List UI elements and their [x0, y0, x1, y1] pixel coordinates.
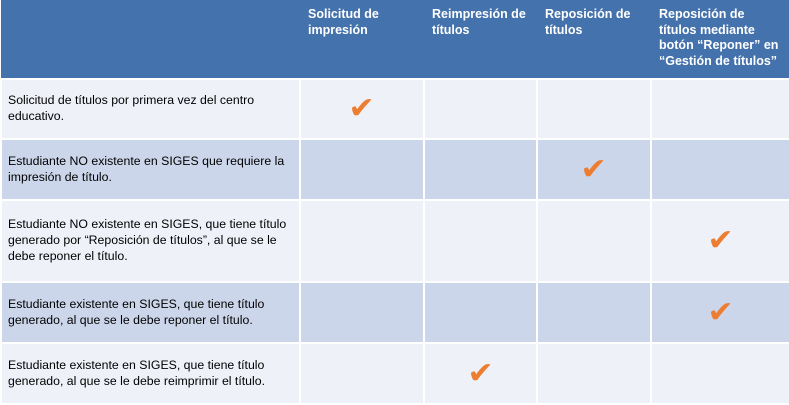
- cell-mark: [424, 200, 537, 282]
- check-icon: ✔: [348, 90, 376, 126]
- header-cell-corner: [1, 0, 300, 79]
- header-cell-solicitud-impresion: Solicitud de impresión: [300, 0, 424, 79]
- table-header: [1, 0, 789, 79]
- table-row: [1, 282, 789, 343]
- cell-mark: [537, 343, 651, 404]
- check-icon: ✔: [707, 294, 734, 330]
- table-body: [1, 79, 789, 405]
- cell-mark: [424, 79, 537, 140]
- row-label: Estudiante existente en SIGES, que tiene título generado, al que se le debe reimprimir el título.: [1, 343, 300, 404]
- header-row: [1, 0, 789, 79]
- header-cell-reposicion-boton-reponer: Reposición de títulos mediante botón “Reponer” en “Gestión de títulos”: [651, 0, 789, 79]
- cell-mark: [651, 343, 789, 404]
- header-cell-reimpresion-titulos: Reimpresión de títulos: [424, 0, 537, 79]
- check-icon: ✔: [580, 151, 608, 187]
- cell-mark: [300, 343, 424, 404]
- check-icon: ✔: [467, 355, 494, 391]
- table-row: [1, 139, 789, 200]
- row-label: Solicitud de títulos por primera vez del centro educativo.: [1, 79, 300, 140]
- check-icon: ✔: [707, 223, 734, 259]
- cell-mark: [424, 343, 537, 404]
- cell-mark: [651, 282, 789, 343]
- cell-mark: [300, 200, 424, 282]
- row-label: Estudiante existente en SIGES, que tiene título generado, al que se le debe reponer el título.: [1, 282, 300, 343]
- table-row: [1, 79, 789, 140]
- row-label: Estudiante NO existente en SIGES, que tiene título generado por “Reposición de títulos”, al que se le debe reponer el título.: [1, 200, 300, 282]
- cell-mark: [651, 79, 789, 140]
- cell-mark: [537, 282, 651, 343]
- cell-mark: [300, 282, 424, 343]
- row-label: Estudiante NO existente en SIGES que requiere la impresión de título.: [1, 139, 300, 200]
- cell-mark: [424, 139, 537, 200]
- cell-mark: [537, 200, 651, 282]
- header-cell-reposicion-titulos: Reposición de títulos: [537, 0, 651, 79]
- table-row: [1, 343, 789, 404]
- table-row: [1, 200, 789, 282]
- cell-mark: [537, 79, 651, 140]
- cell-mark: [651, 139, 789, 200]
- cell-mark: [300, 139, 424, 200]
- cell-mark: [537, 139, 651, 200]
- cell-mark: [300, 79, 424, 140]
- cell-mark: [424, 282, 537, 343]
- cell-mark: [651, 200, 789, 282]
